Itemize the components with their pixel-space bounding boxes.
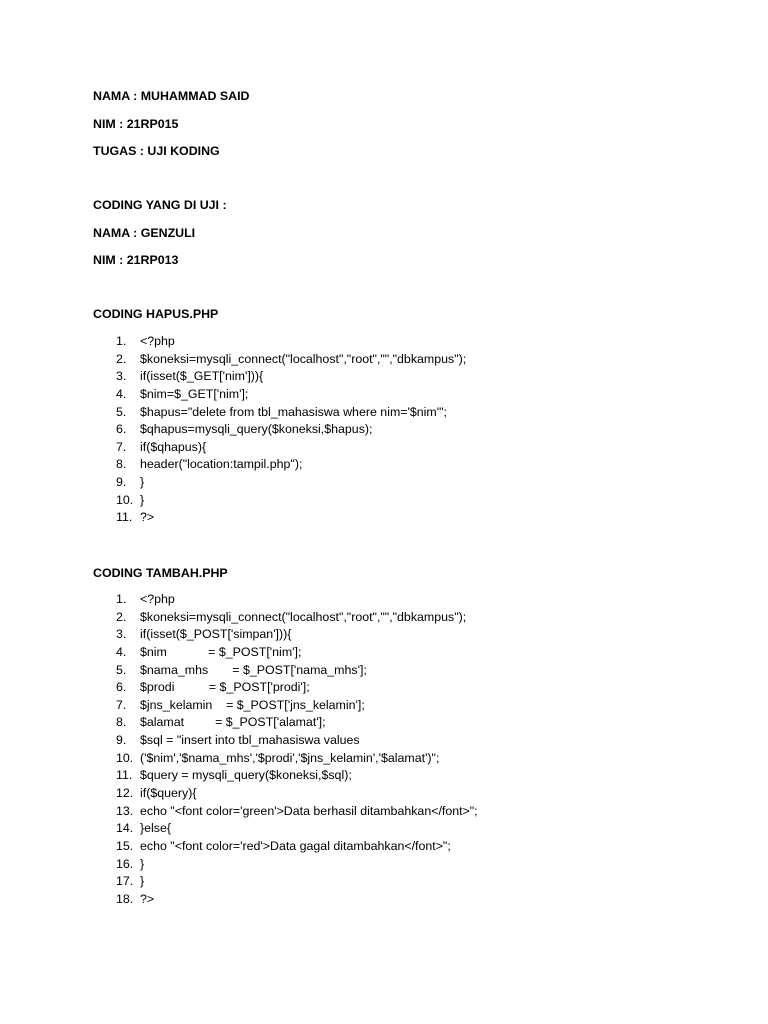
hapus-section-title: CODING HAPUS.PHP	[93, 307, 219, 321]
code-text: $nim = $_POST['nim'];	[140, 644, 302, 659]
line-number: 1.	[116, 592, 127, 606]
student-name: NAMA : MUHAMMAD SAID	[93, 89, 250, 103]
code-text: }	[140, 856, 145, 871]
code-text: }	[140, 492, 145, 507]
code-text: $nama_mhs = $_POST['nama_mhs'];	[140, 662, 367, 677]
code-text: $sql = "insert into tbl_mahasiswa values	[140, 733, 360, 748]
line-number: 10.	[116, 750, 134, 765]
line-number: 3.	[116, 369, 127, 384]
code-text: if(isset($_POST['simpan'])){	[140, 627, 292, 642]
line-number: 4.	[116, 386, 127, 401]
code-text: header("location:tampil.php");	[140, 457, 303, 472]
code-text: <?php	[140, 592, 175, 606]
line-number: 11.	[116, 768, 133, 783]
code-text: if($query){	[140, 786, 197, 801]
line-number: 7.	[116, 697, 127, 712]
line-number: 8.	[116, 715, 127, 730]
line-number: 6.	[116, 680, 127, 695]
student-nim: NIM : 21RP015	[93, 117, 179, 131]
line-number: 4.	[116, 644, 127, 659]
code-text: <?php	[140, 334, 175, 348]
code-text: ?>	[140, 891, 155, 906]
code-text: echo "<font color='red'>Data gagal ditambahkan</font>";	[140, 838, 451, 853]
tambah-section-title: CODING TAMBAH.PHP	[93, 566, 228, 580]
line-number: 11.	[116, 510, 133, 525]
assignment-title: TUGAS : UJI KODING	[93, 144, 220, 158]
code-text: }else{	[140, 821, 172, 836]
line-number: 1.	[116, 334, 127, 348]
line-number: 8.	[116, 457, 127, 472]
line-number: 2.	[116, 609, 127, 624]
code-text: echo "<font color='green'>Data berhasil ditambahkan</font>";	[140, 803, 478, 818]
code-text: $hapus="delete from tbl_mahasiswa where nim='$nim'";	[140, 404, 447, 419]
line-number: 16.	[116, 856, 134, 871]
code-text: if(isset($_GET['nim'])){	[140, 369, 264, 384]
code-text: $jns_kelamin = $_POST['jns_kelamin'];	[140, 697, 365, 712]
line-number: 9.	[116, 733, 127, 748]
line-number: 9.	[116, 475, 127, 490]
line-number: 15.	[116, 838, 134, 853]
tested-code-title: CODING YANG DI UJI :	[93, 198, 227, 212]
code-text: ?>	[140, 510, 155, 525]
line-number: 10.	[116, 492, 134, 507]
tested-name: NAMA : GENZULI	[93, 226, 196, 240]
code-text: }	[140, 475, 145, 490]
tested-nim: NIM : 21RP013	[93, 253, 179, 267]
code-text: $koneksi=mysqli_connect("localhost","root","","dbkampus");	[140, 609, 467, 624]
code-text: $nim=$_GET['nim'];	[140, 386, 249, 401]
line-number: 6.	[116, 422, 127, 437]
line-number: 7.	[116, 439, 127, 454]
line-number: 14.	[116, 821, 134, 836]
line-number: 13.	[116, 803, 134, 818]
code-text: $prodi = $_POST['prodi'];	[140, 680, 310, 695]
line-number: 12.	[116, 786, 134, 801]
line-number: 3.	[116, 627, 127, 642]
code-text: ('$nim','$nama_mhs','$prodi','$jns_kelamin','$alamat')";	[140, 750, 440, 765]
code-text: if($qhapus){	[140, 439, 207, 454]
code-text: $koneksi=mysqli_connect("localhost","root","","dbkampus");	[140, 351, 467, 366]
code-text: $qhapus=mysqli_query($koneksi,$hapus);	[140, 422, 373, 437]
code-text: }	[140, 874, 145, 889]
line-number: 5.	[116, 662, 127, 677]
line-number: 18.	[116, 891, 134, 906]
code-text: $alamat = $_POST['alamat'];	[140, 715, 326, 730]
line-number: 2.	[116, 351, 127, 366]
line-number: 17.	[116, 874, 134, 889]
code-text: $query = mysqli_query($koneksi,$sql);	[140, 768, 352, 783]
line-number: 5.	[116, 404, 127, 419]
